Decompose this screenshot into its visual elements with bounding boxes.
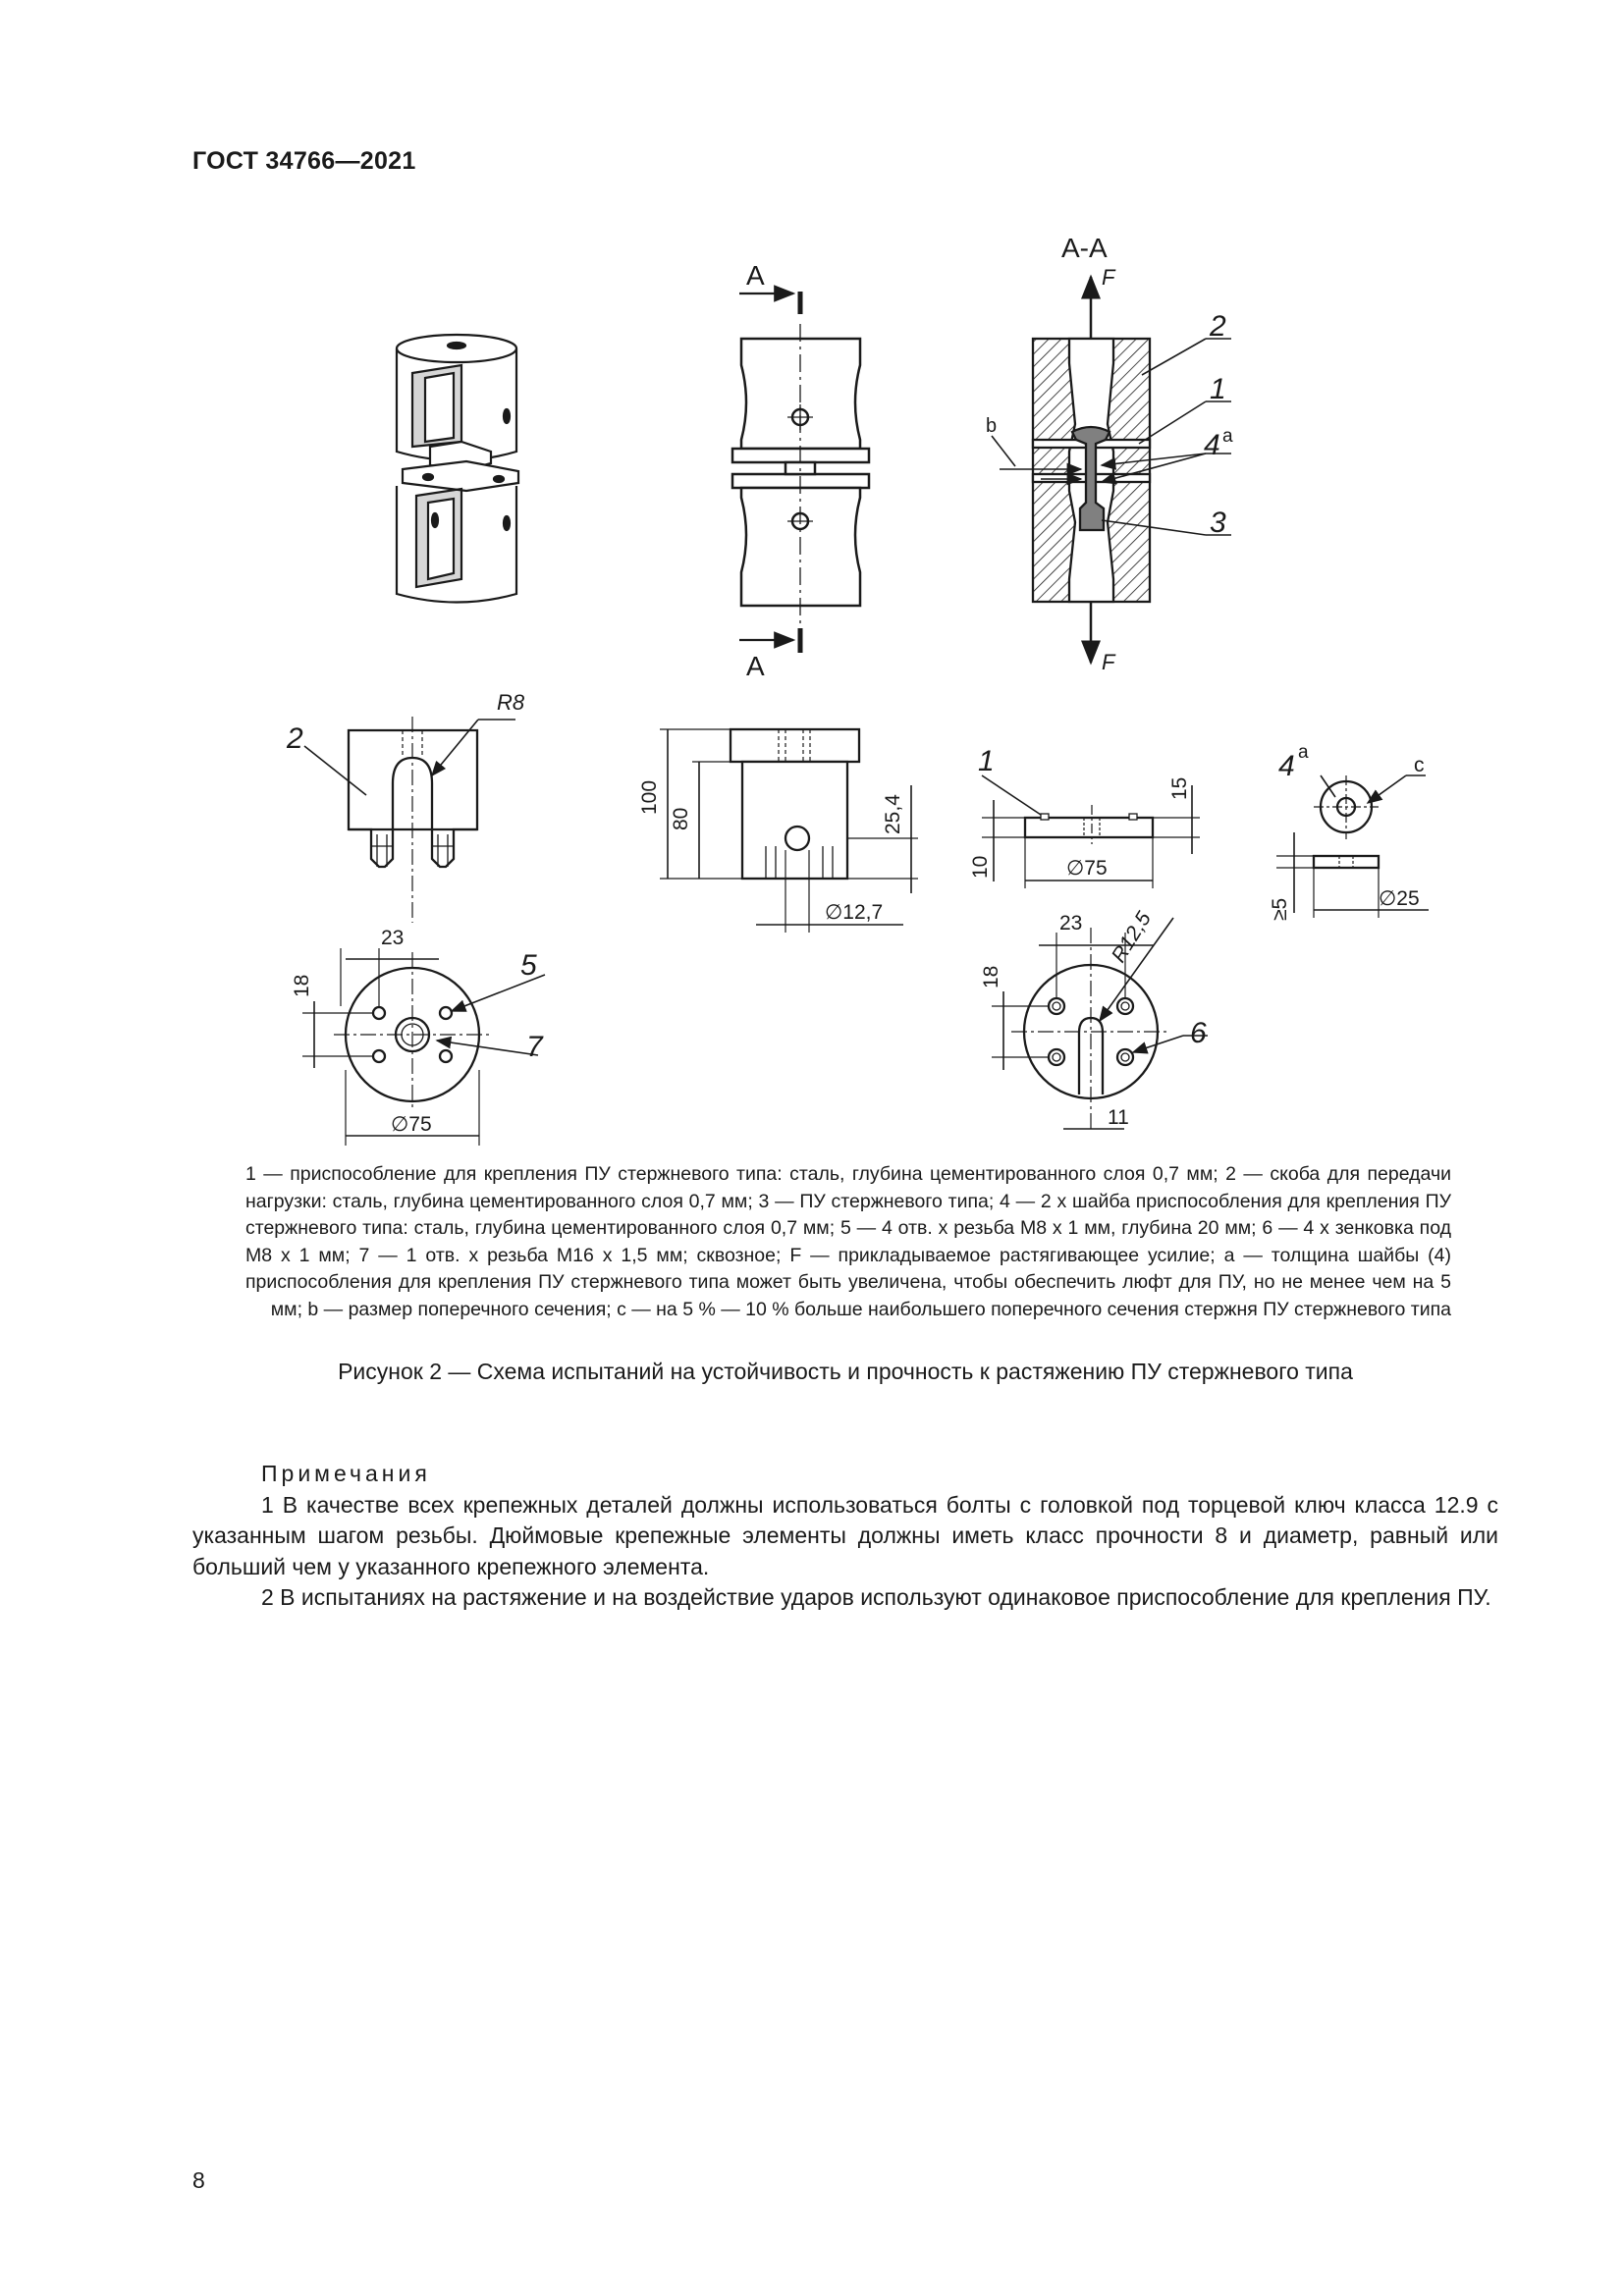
dim-23-left: 23 — [381, 927, 405, 949]
plate-views — [982, 775, 1208, 1129]
dim-18-right: 18 — [980, 965, 1002, 988]
note-item: 1 В качестве всех крепежных деталей должны использоваться болты с головкой под торцевой ключ класса 12.9 с указанным шагом резьбы. Дюймовые крепежные элементы должны иметь класс прочности 8 и диаметр, равный или больший чем у указанного крепежного элемента. — [192, 1491, 1498, 1579]
dimension-c-label: с — [1414, 754, 1425, 776]
dim-23-right: 23 — [1059, 912, 1083, 934]
dimension-b-label: b — [986, 415, 998, 437]
callout-1-plate: 1 — [978, 745, 995, 777]
section-aa-view — [992, 277, 1231, 663]
section-mark-top: А — [746, 260, 765, 291]
dim-d12-7: ∅12,7 — [825, 901, 884, 924]
dim-5: ≥5 — [1269, 897, 1291, 921]
callout-4-washer-superscript: а — [1298, 742, 1309, 763]
figure-caption: Рисунок 2 — Схема испытаний на устойчивость и прочность к растяжению ПУ стержневого типа — [338, 1359, 1353, 1384]
document-code: ГОСТ 34766—2021 — [192, 147, 416, 175]
callout-3: 3 — [1210, 507, 1226, 539]
callout-7: 7 — [526, 1031, 543, 1063]
callout-2: 2 — [1210, 310, 1226, 343]
side-view — [732, 292, 869, 653]
callout-2-bracket: 2 — [287, 722, 303, 755]
dim-15: 15 — [1168, 776, 1191, 800]
callout-5: 5 — [520, 949, 537, 982]
dim-d25: ∅25 — [1379, 887, 1420, 910]
dim-18-left: 18 — [291, 974, 313, 997]
force-label-bottom: F — [1102, 650, 1115, 674]
dim-100: 100 — [638, 779, 661, 815]
section-aa-title: А-А — [1061, 233, 1108, 263]
dim-11: 11 — [1108, 1106, 1129, 1129]
dim-d75-left: ∅75 — [391, 1113, 432, 1136]
dim-80: 80 — [670, 807, 692, 830]
notes-section — [192, 1459, 1498, 1614]
bracket-views — [302, 717, 545, 1146]
radius-r8-label: R8 — [497, 690, 525, 715]
radius-r12-5-label: R12,5 — [1107, 907, 1156, 967]
dim-d75-plate: ∅75 — [1066, 857, 1108, 880]
force-label-top: F — [1102, 265, 1115, 290]
callout-4: 4 — [1204, 429, 1220, 461]
callout-1: 1 — [1210, 373, 1226, 405]
dim-25-4: 25,4 — [882, 794, 904, 834]
page-number: 8 — [192, 2167, 205, 2193]
callout-4-superscript: а — [1222, 426, 1233, 447]
isometric-view — [397, 335, 518, 603]
callout-4-washer: 4 — [1278, 750, 1295, 782]
dim-10: 10 — [969, 855, 992, 879]
note-item: 2 В испытаниях на растяжение и на воздействие ударов используют одинаковое приспособление для крепления ПУ. — [261, 1584, 1491, 1610]
callout-6: 6 — [1190, 1017, 1207, 1049]
figure-legend: 1 — приспособление для крепления ПУ стержневого типа: сталь, глубина цементированного слоя 0,7 мм; 2 — скоба для передачи нагрузки: сталь, глубина цементированного слоя 0,7 мм; 3 — ПУ стержневого типа; 4 — 2 х шайба приспособления для крепления ПУ стержневого типа: сталь, глубина цементированного слоя 0,7 мм; 5 — 4 отв. х резьба М8 х 1 мм, глубина 20 мм; 6 — 4 х зенковка под М8 х 1 мм; 7 — 1 отв. х резьба М16 х 1,5 мм; сквозное; F — прикладываемое растягивающее усилие; а — толщина шайбы (4) приспособления для крепления ПУ стержневого типа может быть увеличена, чтобы обеспечить люфт для ПУ, но не менее чем на 5 мм; b — размер поперечного сечения; с — на 5 % — 10 % больше наибольшего поперечного сечения стержня ПУ стержневого типа — [245, 1163, 1451, 1320]
notes-title: Примечания — [261, 1461, 431, 1486]
section-mark-bottom: А — [746, 651, 765, 681]
